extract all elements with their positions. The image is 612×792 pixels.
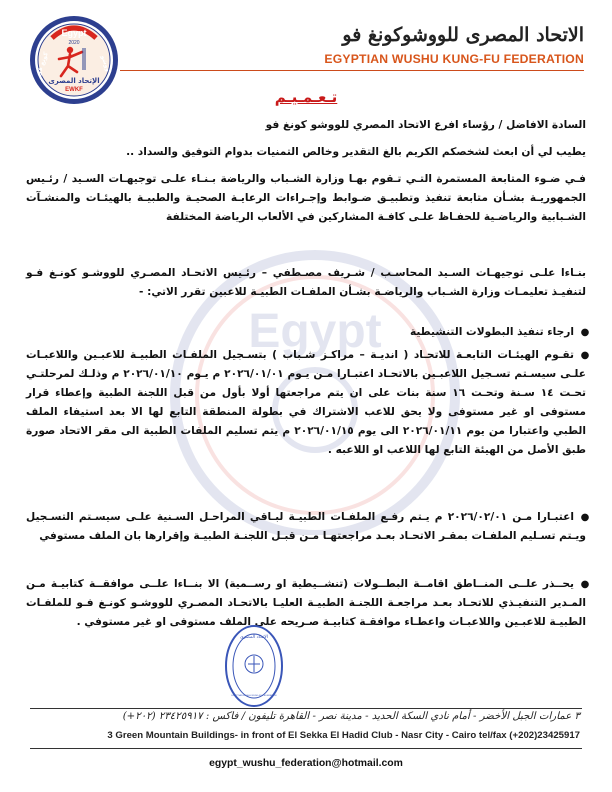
paragraph-decision: بنـاءا علـى توجيهـات السـيد المحاسـب / شـريف مصـطفي – رئـيس الاتحـاد المصـري للووشـو كونـغ فـو لتنفيـذ تعليمـات وزارة الشـباب والرياضـة بشـأن الملفـات الطبيـة للاعبين تقرر الاتي: - — [26, 267, 586, 298]
logo-top-text: Egypt — [61, 28, 87, 38]
greeting: يطيب لي أن ابعث لشخصكم الكريم بالغ التقدير وخالص التمنيات بدوام التوفيق والسداد .. — [126, 146, 586, 158]
bullet-marker: ● — [580, 579, 590, 590]
document-title: تـعـمـيـم — [274, 88, 338, 106]
header-divider — [120, 70, 584, 71]
logo-side-left: كونغ فو — [35, 51, 50, 76]
footer-address-arabic: ٣ عمارات الجبل الأخضر - أمام نادي السكة الحديد - مدينة نصر - القاهرة تليفون / فاكس : ٢٣٤٢٥٩١٧ (٢٠٢+) — [122, 711, 580, 722]
stamp-top-text: الاتحاد المصرى — [240, 635, 268, 640]
header-english-name: EGYPTIAN WUSHU KUNG-FU FEDERATION — [324, 52, 584, 66]
footer-divider-top — [30, 708, 582, 709]
logo-arabic-text: الإتحاد المصرى — [48, 77, 100, 85]
watermark-text: Egypt — [248, 305, 382, 358]
federation-stamp — [224, 624, 284, 708]
bullet-marker: ● — [580, 350, 590, 361]
footer-address-english: 3 Green Mountain Buildings- in front of El Sekka El Hadid Club - Nasr City - Cairo tel/fax (+202)23425917 — [107, 730, 580, 741]
logo-side-right: ووشو — [99, 54, 112, 73]
bullet-item: اعتبـارا مـن ٢٠٢٦/٠٢/٠١ م يـتم رفـع الملفـات الطبيـة لبـاقي المراحـل السـنية علـى سيسـتم التسـجيل ويـتم تسـليم الملفـات بمقـر الاتحـاد بعـد مراجعتهـا مـن قبـل اللجنـة الطبيـة وإقرارها بان الملف مستوفي — [26, 511, 586, 542]
paragraph-intro: فـي ضـوء المتابعة المستمرة التـي تـقوم بهـا وزارة الشـباب والرياضة بـنـاء علـى توجيهـات السـيد / رئـيس الجمهوريـة بشـأن متابعة تنفيذ وتطبيـق ضـوابط وإجـراءات الرعايـة الصحيـة والطبيـة بالهيئـات والمنشـآت الشـبابية والرياضـية للحفـاظ علـى كافـة المشاركين في الألعاب الرياضة المختلفة — [26, 173, 586, 223]
header-arabic-name: الاتحاد المصرى للووشوكونغ فو — [342, 24, 584, 46]
bullet-item: يحــذر علــى المنــاطق اقامــة البطــولات (تنشــيطية او رســمية) الا بنــاءا علــى موافقــة كتابيـة مـن المـدير التنفيـذي للاتحـاد بعـد مراجعـة اللجنـة الطبيـة العليـا بالاتحـاد المصـري للووشـو كونـغ فـو للملفـات الطبيـة للاعبـين واللاعبـات واعطـاء موافقـة كتابيـة صـريحه على الملف مستوفى او غير مستوفي . — [26, 578, 586, 628]
bullet-item: تقـوم الهيئـات التابعـة للاتحـاد ( انديـة – مراكـز شـباب ) بتسـجيل الملفـات الطبيـة للاعبـين واللاعبـات علـى سيسـتم تسـجيل اللاعبـين بالاتحـاد اعتبـارا مـن يـوم ٢٠٢٦/٠١/٠١ م يـوم ٢٠٢٦/٠١/١٠ م وذلـك لمرحلتـي تحـت ١٤ سـنة وتحـت ١٦ سنة بنات على ان يتم مراجعتها أولا بأول من قبل اللجنة الطبية وإعطاء قرار مستوفى او غير مستوفى ولا يحق للاعب الاشتراك في بطولة المنطقة التابع لها الا بعد استيفاء الملف الطبي واعتبارا من يوم ٢٠٢٦/٠١/١١ الى يوم ٢٠٢٦/٠١/١٥ م يتم تسليم الملفات الطبية الى مقر الاتحاد صورة طبق الأصل من الهيئة التابع لها اللاعب او اللاعبه . — [26, 349, 586, 456]
bullet-marker: ● — [580, 512, 590, 523]
footer-divider-bottom — [30, 748, 582, 749]
stamp-bottom-text: EGYPTIAN WUSHU KUNG-FU FEDERATION — [231, 695, 277, 697]
salutation: السادة الافاضل / رؤساء افرع الاتحاد المصري للووشو كونغ فو — [265, 119, 586, 131]
logo-abbrev: EWKF — [65, 87, 83, 93]
footer-email: egypt_wushu_federation@hotmail.com — [209, 758, 403, 769]
bullet-item: ارجاء تنفيذ البطولات التنشيطية — [409, 326, 574, 338]
logo-year: 2020 — [68, 40, 80, 46]
bullet-marker: ● — [580, 327, 590, 338]
